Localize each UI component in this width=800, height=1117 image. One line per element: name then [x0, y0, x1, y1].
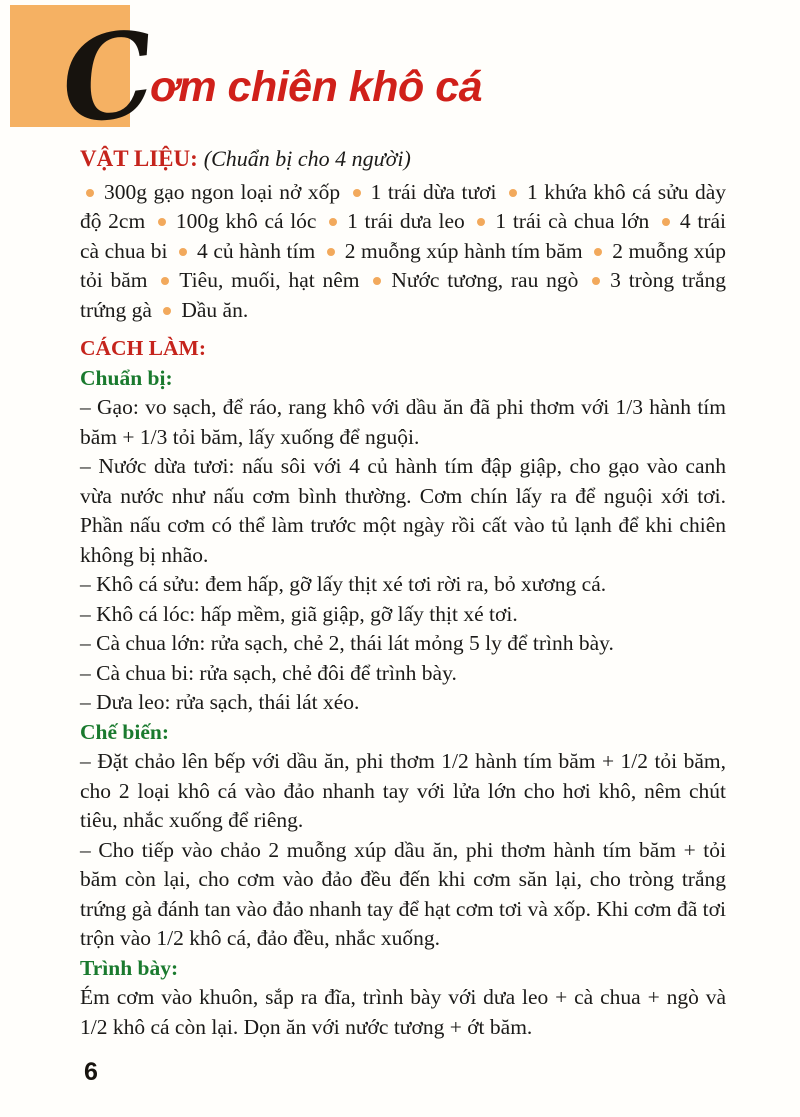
- ingredients-list: [80, 178, 726, 326]
- step-paragraph: – Nước dừa tươi: nấu sôi với 4 củ hành tím đập giập, cho gạo vào canh vừa nước như nấu cơm bình thường. Cơm chín lấy ra để nguội xới tơi. Phần nấu cơm có thể làm trước một ngày rồi cất vào tủ lạnh để khi chiên không bị nhão.: [80, 454, 726, 567]
- ingredient-text: 4 củ hành tím: [197, 238, 316, 263]
- ingredient-item: [471, 209, 649, 233]
- ingredients-header-line: [80, 144, 726, 175]
- ingredients-heading: VẬT LIỆU:: [80, 146, 198, 171]
- servings-note: (Chuẩn bị cho 4 người): [203, 146, 411, 171]
- step-paragraph: – Cà chua bi: rửa sạch, chẻ đôi để trình bày.: [80, 660, 457, 685]
- ingredient-item: [173, 239, 315, 263]
- ingredient-text: 300g gạo ngon loại nở xốp: [104, 179, 341, 204]
- step-paragraph: – Khô cá sửu: đem hấp, gỡ lấy thịt xé tơi rời ra, bỏ xương cá.: [80, 572, 607, 596]
- step-paragraph: – Cho tiếp vào chảo 2 muỗng xúp dầu ăn, phi thơm hành tím băm + tỏi băm còn lại, cho cơm vào đảo đều đến khi cơm săn lại, cho tròng trắng trứng gà đánh tan vào đảo nhanh tay để hạt cơm tơi và xốp. Khi cơm đã tơi trộn vào 1/2 khô cá, đảo đều, nhắc xuống.: [80, 837, 726, 950]
- ingredient-text: 1 trái cà chua lớn: [495, 209, 650, 233]
- ingredient-text: Tiêu, muối, hạt nêm: [179, 268, 360, 292]
- step-paragraph: – Gạo: vo sạch, để ráo, rang khô với dầu ăn đã phi thơm với 1/3 hành tím băm + 1/3 tỏi băm, lấy xuống để nguội.: [80, 395, 726, 449]
- bullet-icon: [158, 218, 166, 226]
- step-paragraph: Ém cơm vào khuôn, sắp ra đĩa, trình bày với dưa leo + cà chua + ngò và 1/2 khô cá còn lại. Dọn ăn với nước tương + ớt băm.: [80, 985, 726, 1039]
- recipe-title: ơm chiên khô cá: [150, 63, 483, 111]
- page-number: 6: [84, 1058, 98, 1086]
- ingredient-text: 1 trái dừa tươi: [370, 179, 497, 204]
- bullet-icon: [329, 218, 337, 226]
- ingredient-text: 3 tròng trắng trứng gà: [80, 268, 727, 322]
- step-paragraph: – Cà chua lớn: rửa sạch, chẻ 2, thái lát mỏng 5 ly để trình bày.: [80, 631, 614, 655]
- bullet-icon: [161, 277, 169, 285]
- title-drop-cap: C: [54, 4, 163, 152]
- ingredient-item: [86, 180, 340, 204]
- ingredient-item: [155, 268, 359, 292]
- ingredient-item: [347, 180, 497, 204]
- bullet-icon: [509, 189, 517, 197]
- bullet-icon: [477, 218, 485, 226]
- ingredient-item: [321, 239, 583, 263]
- method-heading: CÁCH LÀM:: [80, 336, 206, 360]
- ingredient-text: 1 khứa khô cá sửu dày độ 2cm: [80, 179, 727, 233]
- bullet-icon: [592, 277, 600, 285]
- ingredient-text: Dầu ăn.: [181, 297, 249, 322]
- bullet-icon: [353, 189, 361, 197]
- ingredient-item: [152, 209, 317, 233]
- ingredient-item: [157, 298, 248, 322]
- step-paragraph: – Khô cá lóc: hấp mềm, giã giập, gỡ lấy thịt xé tơi.: [80, 601, 518, 626]
- section-heading-chuan-bi: Chuẩn bị:: [80, 365, 173, 390]
- recipe-body: [80, 144, 726, 1042]
- bullet-icon: [179, 248, 187, 256]
- step-paragraph: – Đặt chảo lên bếp với dầu ăn, phi thơm 1/2 hành tím băm + 1/2 tỏi băm, cho 2 loại khô cá vào đảo nhanh tay với lửa lớn cho hơi khô, nêm chút tiêu, nhắc xuống để riêng.: [80, 749, 726, 832]
- ingredient-text: 100g khô cá lóc: [175, 209, 317, 233]
- bullet-icon: [163, 307, 171, 315]
- ingredient-text: Nước tương, rau ngò: [391, 268, 579, 292]
- section-heading-trinh-bay: Trình bày:: [80, 955, 179, 980]
- ingredient-item: [367, 268, 578, 292]
- bullet-icon: [86, 189, 94, 197]
- section-heading-che-bien: Chế biến:: [80, 719, 169, 744]
- bullet-icon: [594, 248, 602, 256]
- ingredient-text: 4 trái cà chua bi: [80, 209, 726, 263]
- bullet-icon: [327, 248, 335, 256]
- ingredient-item: [323, 209, 465, 233]
- ingredient-text: 1 trái dưa leo: [347, 209, 465, 233]
- ingredient-text: 2 muỗng xúp hành tím băm: [344, 238, 583, 263]
- bullet-icon: [662, 218, 670, 226]
- ingredient-text: 2 muỗng xúp tỏi băm: [80, 238, 726, 292]
- step-paragraph: – Dưa leo: rửa sạch, thái lát xéo.: [80, 690, 360, 714]
- bullet-icon: [373, 277, 381, 285]
